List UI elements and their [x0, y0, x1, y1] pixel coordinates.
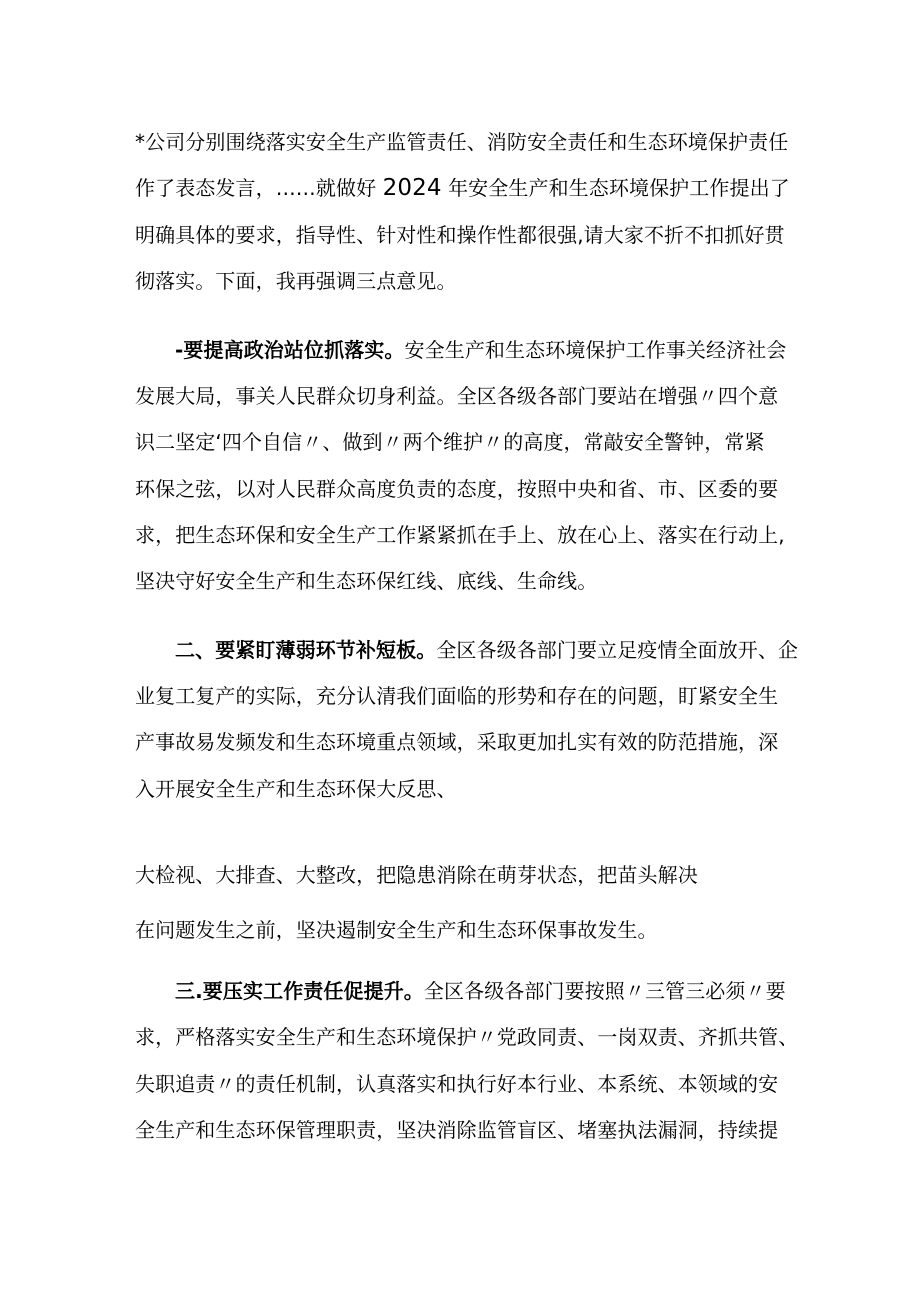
intro-text-3: 明确具体的要求，指导性、针对性和操作性都很强,请大家不折不扣抓好贯 — [135, 223, 785, 247]
point-one-text-5: 求，把生态环保和安全生产工作紧紧抓在手上、放在心上、落实在行动上, — [135, 523, 785, 547]
intro-line-4 — [135, 266, 457, 296]
point-two-text-6: 在问题发生之前，坚决遏制安全生产和生态环保事故发生。 — [135, 918, 658, 942]
point-three-line-2 — [135, 1022, 798, 1052]
point-one-line-5 — [135, 520, 785, 550]
intro-line-1 — [135, 127, 788, 157]
point-one-line-4 — [135, 474, 778, 504]
point-one-text-6: 坚决守好安全生产和生态环保红线、底线、生命线。 — [135, 569, 598, 593]
point-one-heading: -要提高政治站位抓落实。 — [175, 338, 405, 362]
point-one-line-3 — [135, 427, 765, 457]
point-three-heading: 三.要压实工作责任促提升。 — [175, 979, 424, 1003]
point-two-text-5: 大检视、大排查、大整改，把隐患消除在萌芽状态，把苗头解决 — [135, 863, 698, 887]
point-three-line-1 — [175, 976, 786, 1006]
point-three-text-3: 失职追责〃的责任机制，认真落实和执行好本行业、本系统、本领域的安 — [135, 1072, 779, 1096]
point-one-text-3: 识二坚定‘四个自信〃、做到〃两个维护〃的高度，常敲安全警钟，常紧 — [135, 430, 765, 454]
intro-text-1: *公司分别围绕落实安全生产监管责任、消防安全责任和生态环境保护责任 — [135, 130, 789, 154]
point-three-line-4 — [135, 1115, 778, 1145]
point-two-line-2 — [135, 681, 778, 711]
intro-line-3 — [135, 220, 785, 250]
point-two-line-6 — [135, 915, 658, 945]
intro-text-2b: 年安全生产和生态环境保护工作提出了 — [448, 176, 790, 200]
point-one-text-1: 安全生产和生态环境保护工作事关经济社会 — [404, 338, 787, 362]
point-one-text-4: 环保之弦，以对人民群众高度负责的态度，按照中央和省、市、区委的要 — [135, 477, 779, 501]
point-one-line-2 — [135, 381, 778, 411]
intro-text-4: 彻落实。下面，我再强调三点意见。 — [135, 269, 457, 293]
point-two-line-1 — [175, 635, 798, 665]
intro-line-2 — [135, 173, 790, 203]
intro-text-2: 作了表态发言，……就做好 — [135, 176, 377, 200]
point-two-text-1: 全区各级各部门要立足疫情全面放开、企 — [436, 638, 799, 662]
point-three-text-4: 全生产和生态环保管理职责，坚决消除监管盲区、堵塞执法漏洞，持续提 — [135, 1118, 779, 1142]
point-two-text-3: 产事故易发频发和生态环境重点领域，采取更加扎实有效的防范措施，深 — [135, 730, 779, 754]
point-one-text-2: 发展大局，事关人民群众切身利益。全区各级各部门要站在增强〃四个意 — [135, 384, 779, 408]
intro-year: 2024 — [382, 175, 442, 201]
point-one-line-6 — [135, 566, 597, 596]
point-three-text-2: 求，严格落实安全生产和生态环境保护〃党政同责、一岗双责、齐抓共管、 — [135, 1025, 799, 1049]
point-two-line-5 — [135, 860, 698, 890]
point-two-line-3 — [135, 727, 778, 757]
point-two-line-4 — [135, 774, 457, 804]
point-two-text-4: 入开展安全生产和生态环保大反思、 — [135, 777, 457, 801]
point-one-line-1 — [175, 335, 786, 365]
point-two-text-2: 业复工复产的实际，充分认清我们面临的形势和存在的问题，盯紧安全生 — [135, 684, 779, 708]
point-three-text-1: 全区各级各部门要按照〃三管三必须〃要 — [423, 979, 786, 1003]
point-two-heading: 二、要紧盯薄弱环节补短板。 — [175, 638, 437, 662]
point-three-line-3 — [135, 1069, 778, 1099]
